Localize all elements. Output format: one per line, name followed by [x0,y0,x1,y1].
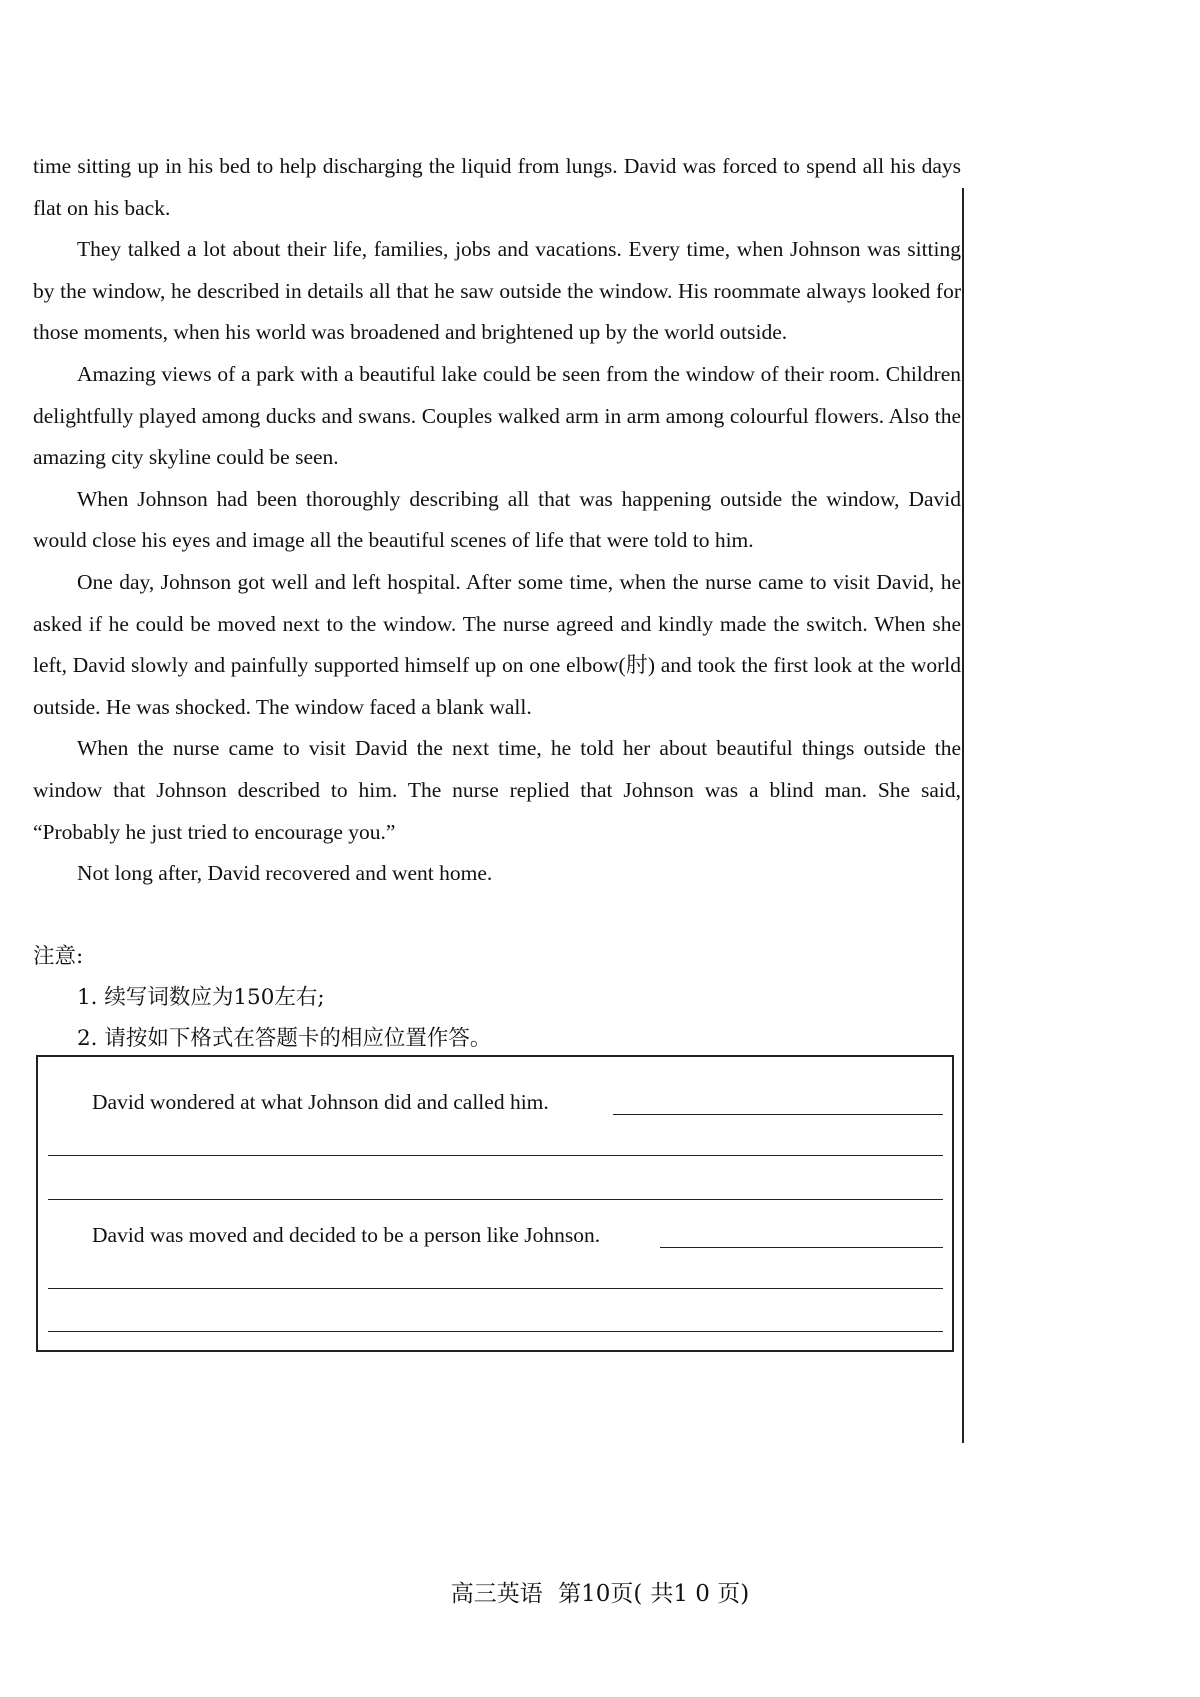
answer-line-3[interactable] [48,1199,943,1200]
answer-line-4[interactable] [660,1247,943,1248]
answer-box [36,1055,954,1352]
prompt-2: David was moved and decided to be a person like Johnson. [92,1223,601,1247]
footer-subject: 高三英语 [450,1581,543,1607]
story-paragraph-6: When the nurse came to visit David the next time, he told her about beautiful things outside the window that Johnson described to him. The nurse replied that Johnson was a blind man. She said, “Probably he just tried to encourage you.” [33,736,961,844]
notes-item-format: 2. 请按如下格式在答题卡的相应位置作答。 [77,1026,492,1051]
notes-section [33,936,953,1059]
story-paragraph-7: Not long after, David recovered and went home. [77,861,493,886]
page-footer [0,1575,1200,1608]
notes-heading: 注意: [33,944,84,969]
prompt-1: David wondered at what Johnson did and called him. [92,1090,549,1114]
margin-rule [962,188,964,1443]
story-paragraph-2: They talked a lot about their life, families, jobs and vacations. Every time, when Johnson was sitting by the window, he described in details all that he saw outside the window. His roommate always looked for those moments, when his world was broadened and brightened up by the world outside. [33,237,961,345]
story-paragraph-3: Amazing views of a park with a beautiful lake could be seen from the window of their room. Children delightfully played among ducks and swans. Couples walked arm in arm among colourful flowers. Also the amazing city skyline could be seen. [33,361,961,470]
answer-line-5[interactable] [48,1288,943,1289]
story-paragraph-1: time sitting up in his bed to help discharging the liquid from lungs. David was forced to spend all his days flat on his back. [33,154,961,220]
story-paragraph-5: One day, Johnson got well and left hospital. After some time, when the nurse came to visit David, he asked if he could be moved next to the window. The nurse agreed and kindly made the switch. When she left, David slowly and painfully supported himself up on one elbow(肘) and took the first look at the world outside. He was shocked. The window faced a blank wall. [33,569,961,719]
answer-line-6[interactable] [48,1331,943,1332]
story-paragraph-4: When Johnson had been thoroughly describing all that was happening outside the window, David would close his eyes and image all the beautiful scenes of life that were told to him. [33,486,961,553]
footer-total-pages: 共1 0 页) [650,1581,750,1607]
answer-line-1[interactable] [613,1114,943,1115]
story-text [33,146,961,895]
notes-item-word-count: 1. 续写词数应为150左右; [77,985,325,1010]
answer-line-2[interactable] [48,1155,943,1156]
footer-page-number: 第10页( [558,1581,643,1607]
